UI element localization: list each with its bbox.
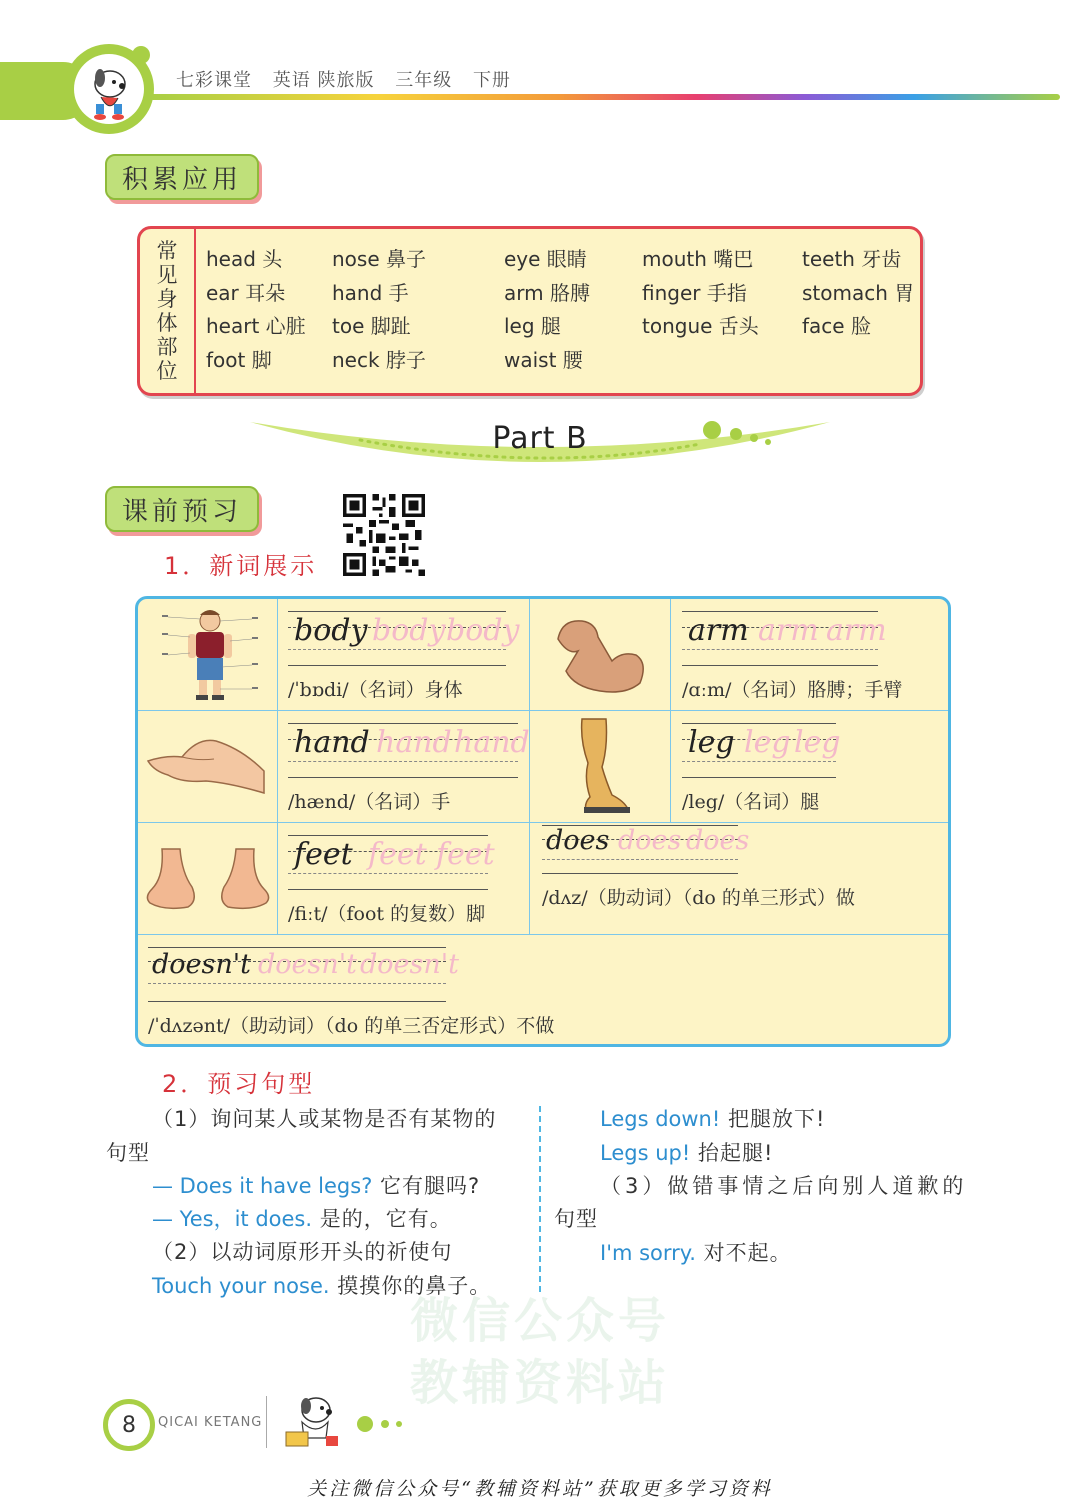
legs-up-english: Legs up! — [600, 1141, 691, 1165]
subject-name: 英语 陕旅版 — [272, 70, 375, 91]
body-part-word: toe 脚趾 — [332, 314, 411, 338]
sorry-line — [600, 1237, 792, 1267]
body-part-word: stomach 胃 — [802, 280, 915, 305]
vocab-entry-does — [542, 823, 942, 933]
subheading-new-words: 1．新词展示 — [164, 552, 318, 580]
heading-char: 常 — [156, 239, 178, 263]
imperative-example — [152, 1270, 491, 1300]
body-part-word: nose 鼻子 — [332, 247, 426, 271]
pattern-2-title: （2）以动词原形开头的祈使句 — [152, 1240, 453, 1264]
trace-word: leg — [794, 725, 841, 760]
vocab-pronunciation: /hænd/（名词）手 — [288, 791, 451, 813]
header-title — [176, 66, 525, 92]
mascot-dog-footer-icon — [272, 1392, 352, 1452]
vocabulary-table — [135, 596, 951, 1047]
watermark-line-1: 微信公众号 — [409, 1293, 670, 1349]
bottom-note: 关注微信公众号“教辅资料站”获取更多学习资料 — [307, 1478, 773, 1500]
arm-image — [552, 611, 648, 697]
trace-word: doesn't — [258, 949, 358, 980]
body-part-word: head 头 — [206, 247, 283, 271]
vocab-word: arm — [688, 613, 749, 648]
vocab-word: doesn't — [152, 949, 252, 980]
answer-line — [152, 1203, 452, 1233]
trace-word: doesn't — [360, 949, 460, 980]
vocab-pronunciation: /leg/（名词）腿 — [682, 791, 820, 813]
vocab-word: feet — [294, 837, 353, 872]
pattern-1-title-cont: 句型 — [106, 1141, 150, 1165]
trace-word: feet — [368, 837, 427, 872]
vocab-entry-leg — [682, 711, 932, 821]
watermark-line-2: 教辅资料站 — [409, 1355, 670, 1411]
footer-divider — [266, 1396, 267, 1448]
vocab-pronunciation: /dʌz/（助动词）（do 的单三形式）做 — [542, 887, 855, 909]
rainbow-line — [150, 94, 1060, 100]
question-chinese: 它有腿吗? — [380, 1174, 481, 1198]
page-number: 8 — [103, 1399, 155, 1451]
vocab-word: hand — [294, 725, 370, 760]
vocab-pronunciation: /ˈbɒdi/（名词）身体 — [288, 679, 463, 701]
subheading-sentence-patterns: 2．预习句型 — [162, 1070, 316, 1098]
section-tag-preview: 课前预习 — [105, 486, 259, 532]
leg-image — [572, 717, 636, 817]
header-dot — [132, 46, 150, 64]
trace-word: body — [446, 613, 520, 648]
body-part-word: ear 耳朵 — [206, 280, 286, 305]
imperative-english: Touch your nose. — [152, 1274, 330, 1298]
qr-code-icon[interactable] — [343, 494, 425, 576]
vocab-entry-doesnt — [148, 943, 648, 1043]
footer-dots — [356, 1414, 406, 1434]
part-b-title: Part B — [492, 421, 588, 456]
heading-char: 体 — [156, 311, 178, 335]
trace-word: does — [686, 825, 750, 856]
vocab-pronunciation: /fiːt/（foot 的复数）脚 — [288, 903, 486, 925]
vocab-pronunciation: /ɑːm/（名词）胳膊；手臂 — [682, 679, 903, 701]
body-part-word: finger 手指 — [642, 280, 747, 305]
body-part-word: tongue 舌头 — [642, 314, 759, 338]
legs-up-line — [600, 1137, 773, 1167]
body-part-word: waist 腰 — [504, 347, 583, 372]
section-tag-accumulate: 积累应用 — [105, 154, 259, 200]
grade-name: 三年级 — [395, 70, 453, 91]
trace-word: body — [372, 613, 446, 648]
pattern-1-title: （1）询问某人或某物是否有某物的 — [152, 1107, 497, 1131]
answer-english: — Yes，it does. — [152, 1207, 313, 1231]
body-part-word: mouth 嘴巴 — [642, 247, 754, 271]
imperative-chinese: 摸摸你的鼻子。 — [337, 1274, 492, 1298]
trace-word: feet — [436, 837, 495, 872]
body-diagram-image — [160, 605, 260, 705]
body-part-word: eye 眼睛 — [504, 247, 587, 271]
vocab-word: body — [294, 613, 368, 648]
pattern-3-title: （3）做错事情之后向别人道歉的 — [600, 1174, 968, 1198]
heading-char: 部 — [156, 335, 178, 359]
grid-line — [277, 599, 278, 934]
volume-name: 下册 — [472, 70, 511, 91]
question-english: — Does it have legs? — [152, 1174, 373, 1198]
body-part-word: heart 心脏 — [206, 314, 306, 338]
grid-line — [529, 599, 530, 934]
body-part-word: face 脸 — [802, 314, 871, 338]
footer-brand: QICAI KETANG — [158, 1415, 263, 1430]
sorry-english: I'm sorry. — [600, 1241, 696, 1265]
body-parts-box — [137, 226, 923, 396]
grid-line — [138, 934, 948, 935]
heading-char: 见 — [156, 263, 178, 287]
vocab-word: leg — [688, 725, 735, 760]
body-part-word: arm 胳膊 — [504, 280, 590, 305]
trace-word: arm — [758, 613, 819, 648]
body-part-word: hand 手 — [332, 280, 409, 305]
pattern-3-title-cont: 句型 — [554, 1207, 598, 1231]
question-line — [152, 1170, 480, 1200]
trace-word: leg — [744, 725, 791, 760]
vocab-entry-hand — [288, 711, 530, 821]
body-part-word: neck 脖子 — [332, 347, 426, 372]
hand-image — [146, 727, 270, 801]
legs-down-english: Legs down! — [600, 1107, 721, 1131]
heading-char: 身 — [156, 287, 178, 311]
vocab-entry-feet — [288, 823, 524, 933]
vocab-pronunciation: /ˈdʌzənt/（助动词）（do 的单三否定形式）不做 — [148, 1015, 555, 1037]
column-divider — [539, 1106, 541, 1292]
legs-up-chinese: 抬起腿! — [697, 1141, 774, 1165]
legs-down-line — [600, 1103, 825, 1133]
body-part-word: leg 腿 — [504, 314, 561, 338]
legs-down-chinese: 把腿放下! — [727, 1107, 826, 1131]
mascot-dog-icon — [74, 54, 144, 124]
body-parts-grid — [206, 243, 916, 377]
sorry-chinese: 对不起。 — [703, 1241, 792, 1265]
vocab-entry-body — [288, 599, 520, 709]
body-part-word: teeth 牙齿 — [802, 247, 902, 271]
trace-word: hand — [376, 725, 452, 760]
series-name: 七彩课堂 — [176, 70, 252, 91]
grid-line — [670, 599, 671, 822]
vocab-entry-arm — [682, 599, 932, 709]
answer-chinese: 是的，它有。 — [319, 1207, 452, 1231]
trace-word: hand — [454, 725, 530, 760]
body-parts-heading — [140, 229, 196, 393]
trace-word: arm — [826, 613, 887, 648]
feet-image — [144, 843, 272, 915]
body-part-word: foot 脚 — [206, 347, 272, 372]
vocab-word: does — [546, 825, 610, 856]
heading-char: 位 — [156, 359, 178, 383]
trace-word: does — [618, 825, 682, 856]
